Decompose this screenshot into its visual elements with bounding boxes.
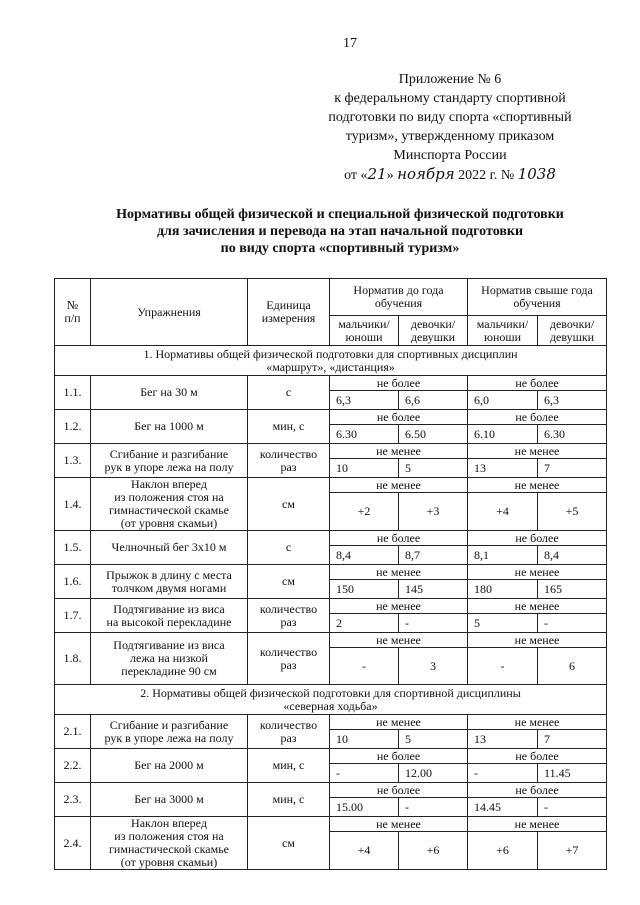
requirement-after-year: не менее — [468, 715, 607, 730]
unit: количество раз — [248, 599, 330, 633]
table-row — [55, 444, 607, 459]
value-girls-after-year: +7 — [538, 832, 607, 870]
requirement-after-year: не более — [468, 531, 607, 546]
table-header — [55, 279, 607, 346]
row-number: 1.5. — [55, 531, 91, 565]
row-number: 1.2. — [55, 410, 91, 444]
requirement-after-year: не более — [468, 749, 607, 764]
value-boys-after-year: 13 — [468, 459, 538, 478]
exercise-name: Наклон вперед из положения стоя на гимнастической скамье (от уровня скамьи) — [91, 817, 248, 870]
title-line: по виду спорта «спортивный туризм» — [220, 241, 460, 256]
header-unit: Единица измерения — [248, 279, 330, 346]
exercise-name: Подтягивание из виса лежа на низкой перекладине 90 см — [91, 633, 248, 685]
value-boys-after-year: 5 — [468, 614, 538, 633]
value-girls-after-year: 165 — [538, 580, 607, 599]
exercise-name: Бег на 30 м — [91, 376, 248, 410]
requirement-first-year: не менее — [330, 817, 468, 832]
value-girls-after-year: 6.30 — [538, 425, 607, 444]
appendix-line: к федеральному стандарту спортивной — [334, 91, 566, 106]
value-girls-first-year: 8,7 — [399, 546, 468, 565]
appendix-line: подготовки по виду спорта «спортивный — [328, 110, 572, 125]
requirement-after-year: не менее — [468, 817, 607, 832]
unit: мин, с — [248, 749, 330, 783]
section-title-row — [55, 685, 607, 715]
table-row — [55, 599, 607, 614]
value-boys-after-year: 180 — [468, 580, 538, 599]
requirement-first-year: не менее — [330, 478, 468, 493]
value-boys-first-year: 2 — [330, 614, 399, 633]
value-girls-after-year: 6,3 — [538, 391, 607, 410]
header-girls: девочки/ девушки — [399, 316, 468, 346]
table-row — [55, 376, 607, 391]
row-number: 1.7. — [55, 599, 91, 633]
order-month: ноября — [397, 165, 455, 183]
requirement-after-year: не менее — [468, 565, 607, 580]
value-girls-first-year: 6,6 — [399, 391, 468, 410]
table-row — [55, 715, 607, 730]
table-row — [55, 478, 607, 493]
unit: с — [248, 376, 330, 410]
value-boys-first-year: 150 — [330, 580, 399, 599]
requirement-after-year: не более — [468, 783, 607, 798]
requirement-first-year: не более — [330, 749, 468, 764]
requirement-after-year: не менее — [468, 633, 607, 648]
table-row — [55, 565, 607, 580]
row-number: 2.3. — [55, 783, 91, 817]
value-boys-first-year: 10 — [330, 730, 399, 749]
header-boys: мальчики/ юноши — [330, 316, 399, 346]
row-number: 2.2. — [55, 749, 91, 783]
table-row — [55, 749, 607, 764]
exercise-name: Бег на 1000 м — [91, 410, 248, 444]
value-girls-first-year: - — [399, 614, 468, 633]
requirement-after-year: не более — [468, 410, 607, 425]
exercise-name: Бег на 3000 м — [91, 783, 248, 817]
value-girls-first-year: 145 — [399, 580, 468, 599]
header-row — [55, 279, 607, 316]
order-day: 21 — [367, 165, 387, 183]
value-girls-first-year: - — [399, 798, 468, 817]
section-title: 2. Нормативы общей физической подготовки для спортивной дисциплины «северная ходьба» — [55, 685, 607, 715]
exercise-name: Подтягивание из виса на высокой перекладине — [91, 599, 248, 633]
value-boys-first-year: 15.00 — [330, 798, 399, 817]
value-girls-first-year: +6 — [399, 832, 468, 870]
row-number: 2.4. — [55, 817, 91, 870]
unit: количество раз — [248, 633, 330, 685]
value-boys-first-year: 6.30 — [330, 425, 399, 444]
exercise-name: Челночный бег 3x10 м — [91, 531, 248, 565]
header-num: № п/п — [55, 279, 91, 346]
requirement-first-year: не менее — [330, 715, 468, 730]
row-number: 1.1. — [55, 376, 91, 410]
requirement-after-year: не менее — [468, 444, 607, 459]
value-boys-first-year: 10 — [330, 459, 399, 478]
value-girls-first-year: 12.00 — [399, 764, 468, 783]
value-boys-after-year: 14.45 — [468, 798, 538, 817]
table-body — [55, 346, 607, 870]
value-boys-first-year: 6,3 — [330, 391, 399, 410]
value-girls-after-year: 8,4 — [538, 546, 607, 565]
requirement-first-year: не менее — [330, 444, 468, 459]
value-girls-first-year: 6.50 — [399, 425, 468, 444]
title-line: для зачисления и перевода на этап начальной подготовки — [156, 224, 524, 239]
exercise-name: Прыжок в длину с места толчком двумя ногами — [91, 565, 248, 599]
table-row — [55, 410, 607, 425]
header-group-first-year: Норматив до года обучения — [330, 279, 468, 316]
value-girls-after-year: 6 — [538, 648, 607, 685]
value-girls-first-year: 3 — [399, 648, 468, 685]
exercise-name: Наклон вперед из положения стоя на гимнастической скамье (от уровня скамьи) — [91, 478, 248, 531]
requirement-after-year: не более — [468, 376, 607, 391]
header-girls: девочки/ девушки — [538, 316, 607, 346]
requirement-after-year: не менее — [468, 478, 607, 493]
header-group-after-year: Норматив свыше года обучения — [468, 279, 607, 316]
value-boys-after-year: +6 — [468, 832, 538, 870]
order-date-line — [300, 165, 600, 185]
header-exercise: Упражнения — [91, 279, 248, 346]
appendix-line: Минспорта России — [393, 148, 507, 163]
document-title — [60, 206, 620, 257]
table-row — [55, 783, 607, 798]
unit: см — [248, 478, 330, 531]
value-boys-first-year: 8,4 — [330, 546, 399, 565]
value-boys-after-year: 13 — [468, 730, 538, 749]
unit: количество раз — [248, 444, 330, 478]
order-number: 1038 — [517, 165, 556, 183]
value-girls-first-year: 5 — [399, 730, 468, 749]
row-number: 2.1. — [55, 715, 91, 749]
unit: см — [248, 565, 330, 599]
value-boys-after-year: +4 — [468, 493, 538, 531]
table-row — [55, 817, 607, 832]
unit: мин, с — [248, 783, 330, 817]
value-girls-after-year: 7 — [538, 459, 607, 478]
appendix-block — [300, 70, 600, 185]
requirement-first-year: не менее — [330, 565, 468, 580]
requirement-after-year: не менее — [468, 599, 607, 614]
value-girls-after-year: 11.45 — [538, 764, 607, 783]
requirement-first-year: не менее — [330, 599, 468, 614]
exercise-name: Бег на 2000 м — [91, 749, 248, 783]
requirement-first-year: не более — [330, 410, 468, 425]
section-title-row — [55, 346, 607, 376]
page-number: 17 — [343, 36, 357, 51]
appendix-line: туризм», утвержденному приказом — [345, 129, 555, 144]
unit: количество раз — [248, 715, 330, 749]
appendix-line: Приложение № 6 — [398, 72, 502, 87]
value-girls-after-year: - — [538, 798, 607, 817]
value-boys-first-year: - — [330, 764, 399, 783]
value-girls-after-year: - — [538, 614, 607, 633]
table-row — [55, 531, 607, 546]
requirement-first-year: не более — [330, 783, 468, 798]
value-boys-after-year: 6,0 — [468, 391, 538, 410]
header-boys: мальчики/ юноши — [468, 316, 538, 346]
unit: см — [248, 817, 330, 870]
section-title: 1. Нормативы общей физической подготовки для спортивных дисциплин «маршрут», «дистанция» — [55, 346, 607, 376]
table-row — [55, 633, 607, 648]
value-girls-after-year: +5 — [538, 493, 607, 531]
value-boys-first-year: +4 — [330, 832, 399, 870]
value-boys-after-year: - — [468, 764, 538, 783]
value-girls-after-year: 7 — [538, 730, 607, 749]
exercise-name: Сгибание и разгибание рук в упоре лежа на полу — [91, 444, 248, 478]
unit: мин, с — [248, 410, 330, 444]
value-boys-after-year: - — [468, 648, 538, 685]
value-boys-after-year: 8,1 — [468, 546, 538, 565]
value-boys-after-year: 6.10 — [468, 425, 538, 444]
exercise-name: Сгибание и разгибание рук в упоре лежа на полу — [91, 715, 248, 749]
value-boys-first-year: +2 — [330, 493, 399, 531]
title-line: Нормативы общей физической и специальной физической подготовки — [116, 207, 564, 222]
row-number: 1.3. — [55, 444, 91, 478]
row-number: 1.4. — [55, 478, 91, 531]
row-number: 1.6. — [55, 565, 91, 599]
value-boys-first-year: - — [330, 648, 399, 685]
date-prefix: от « — [344, 168, 368, 183]
value-girls-first-year: 5 — [399, 459, 468, 478]
value-girls-first-year: +3 — [399, 493, 468, 531]
order-year: 2022 г. № — [458, 168, 515, 183]
norms-table — [54, 278, 607, 870]
requirement-first-year: не менее — [330, 633, 468, 648]
requirement-first-year: не более — [330, 531, 468, 546]
date-close: » — [386, 168, 394, 183]
requirement-first-year: не более — [330, 376, 468, 391]
unit: с — [248, 531, 330, 565]
row-number: 1.8. — [55, 633, 91, 685]
